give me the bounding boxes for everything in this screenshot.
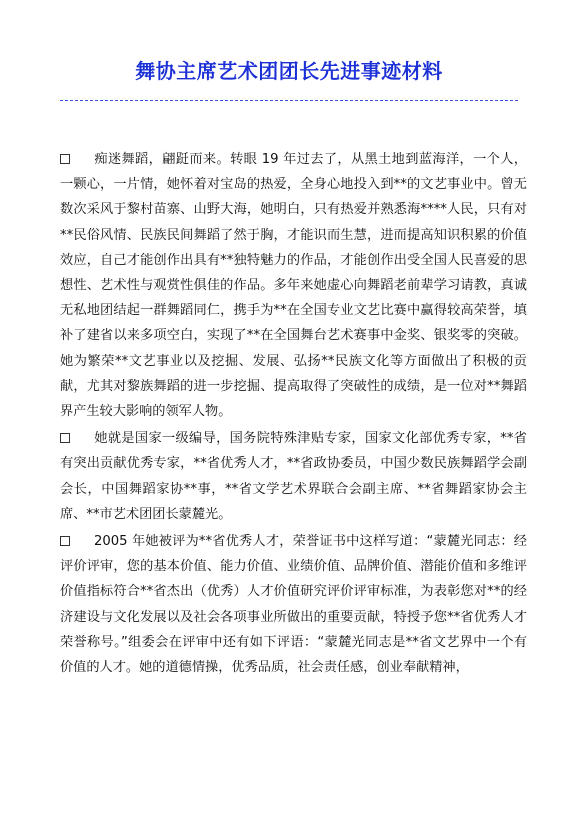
checkbox-bullet-icon [60,154,70,164]
paragraph-1 [60,147,527,424]
checkbox-bullet-icon [60,536,70,546]
paragraph-text: 2005 年她被评为**省优秀人才，荣誉证书中这样写道：“蒙麓光同志：经评价评审，您的基本价值、能力价值、业绩价值、品牌价值、潜能价值和多维评价值指标符合**省杰出（优秀）人才价值研究评价评审标准，为表彰您对**的经济建设与文化发展以及社会各项事业所做出的重要贡献，特授予您**省优秀人才荣誉称号。”组委会在评审中还有如下评语：“蒙麓光同志是**省文艺界中一个有价值的人才。她的道德情操，优秀品质，社会责任感，创业奉献精神， [60,534,527,676]
document-body [60,147,527,682]
document-title: 舞协主席艺术团团长先进事迹材料 [135,59,443,83]
checkbox-bullet-icon [60,433,70,443]
title-divider [60,100,518,101]
paragraph-2 [60,426,527,527]
paragraph-text: 痴迷舞蹈，翩跹而来。转眼 19 年过去了，从黑土地到蓝海洋，一个人，一颗心，一片情，她怀着对宝岛的热爱，全身心地投入到**的文艺事业中。曾无数次采风于黎村苗寨、山野大海，她明白，只有热爱并熟悉海****人民，只有对**民俗风情、民族民间舞蹈了然于胸，才能识而生慧，进而提高知识积累的价值效应，自己才能创作出具有**独特魅力的作品，才能创作出受全国人民喜爱的思想性、艺术性与观赏性俱佳的作品。多年来她虚心向舞蹈老前辈学习请教，真诚无私地团结起一群舞蹈同仁，携手为**在全国专业文艺比赛中赢得较高荣誉，填补了建省以来多项空白，实现了**在全国舞台艺术赛事中金奖、银奖零的突破。她为繁荣**文艺事业以及挖掘、发展、弘扬**民族文化等方面做出了积极的贡献，尤其对黎族舞蹈的进一步挖掘、提高取得了突破性的成绩，是一位对**舞蹈界产生较大影响的领军人物。 [60,152,527,420]
paragraph-3 [60,529,527,680]
paragraph-text: 她就是国家一级编导，国务院特殊津贴专家，国家文化部优秀专家，**省有突出贡献优秀专家，**省优秀人才，**省政协委员，中国少数民族舞蹈学会副会长，中国舞蹈家协**事，**省文学艺术界联合会副主席、**省舞蹈家协会主席、**市艺术团团长蒙麓光。 [60,431,527,522]
